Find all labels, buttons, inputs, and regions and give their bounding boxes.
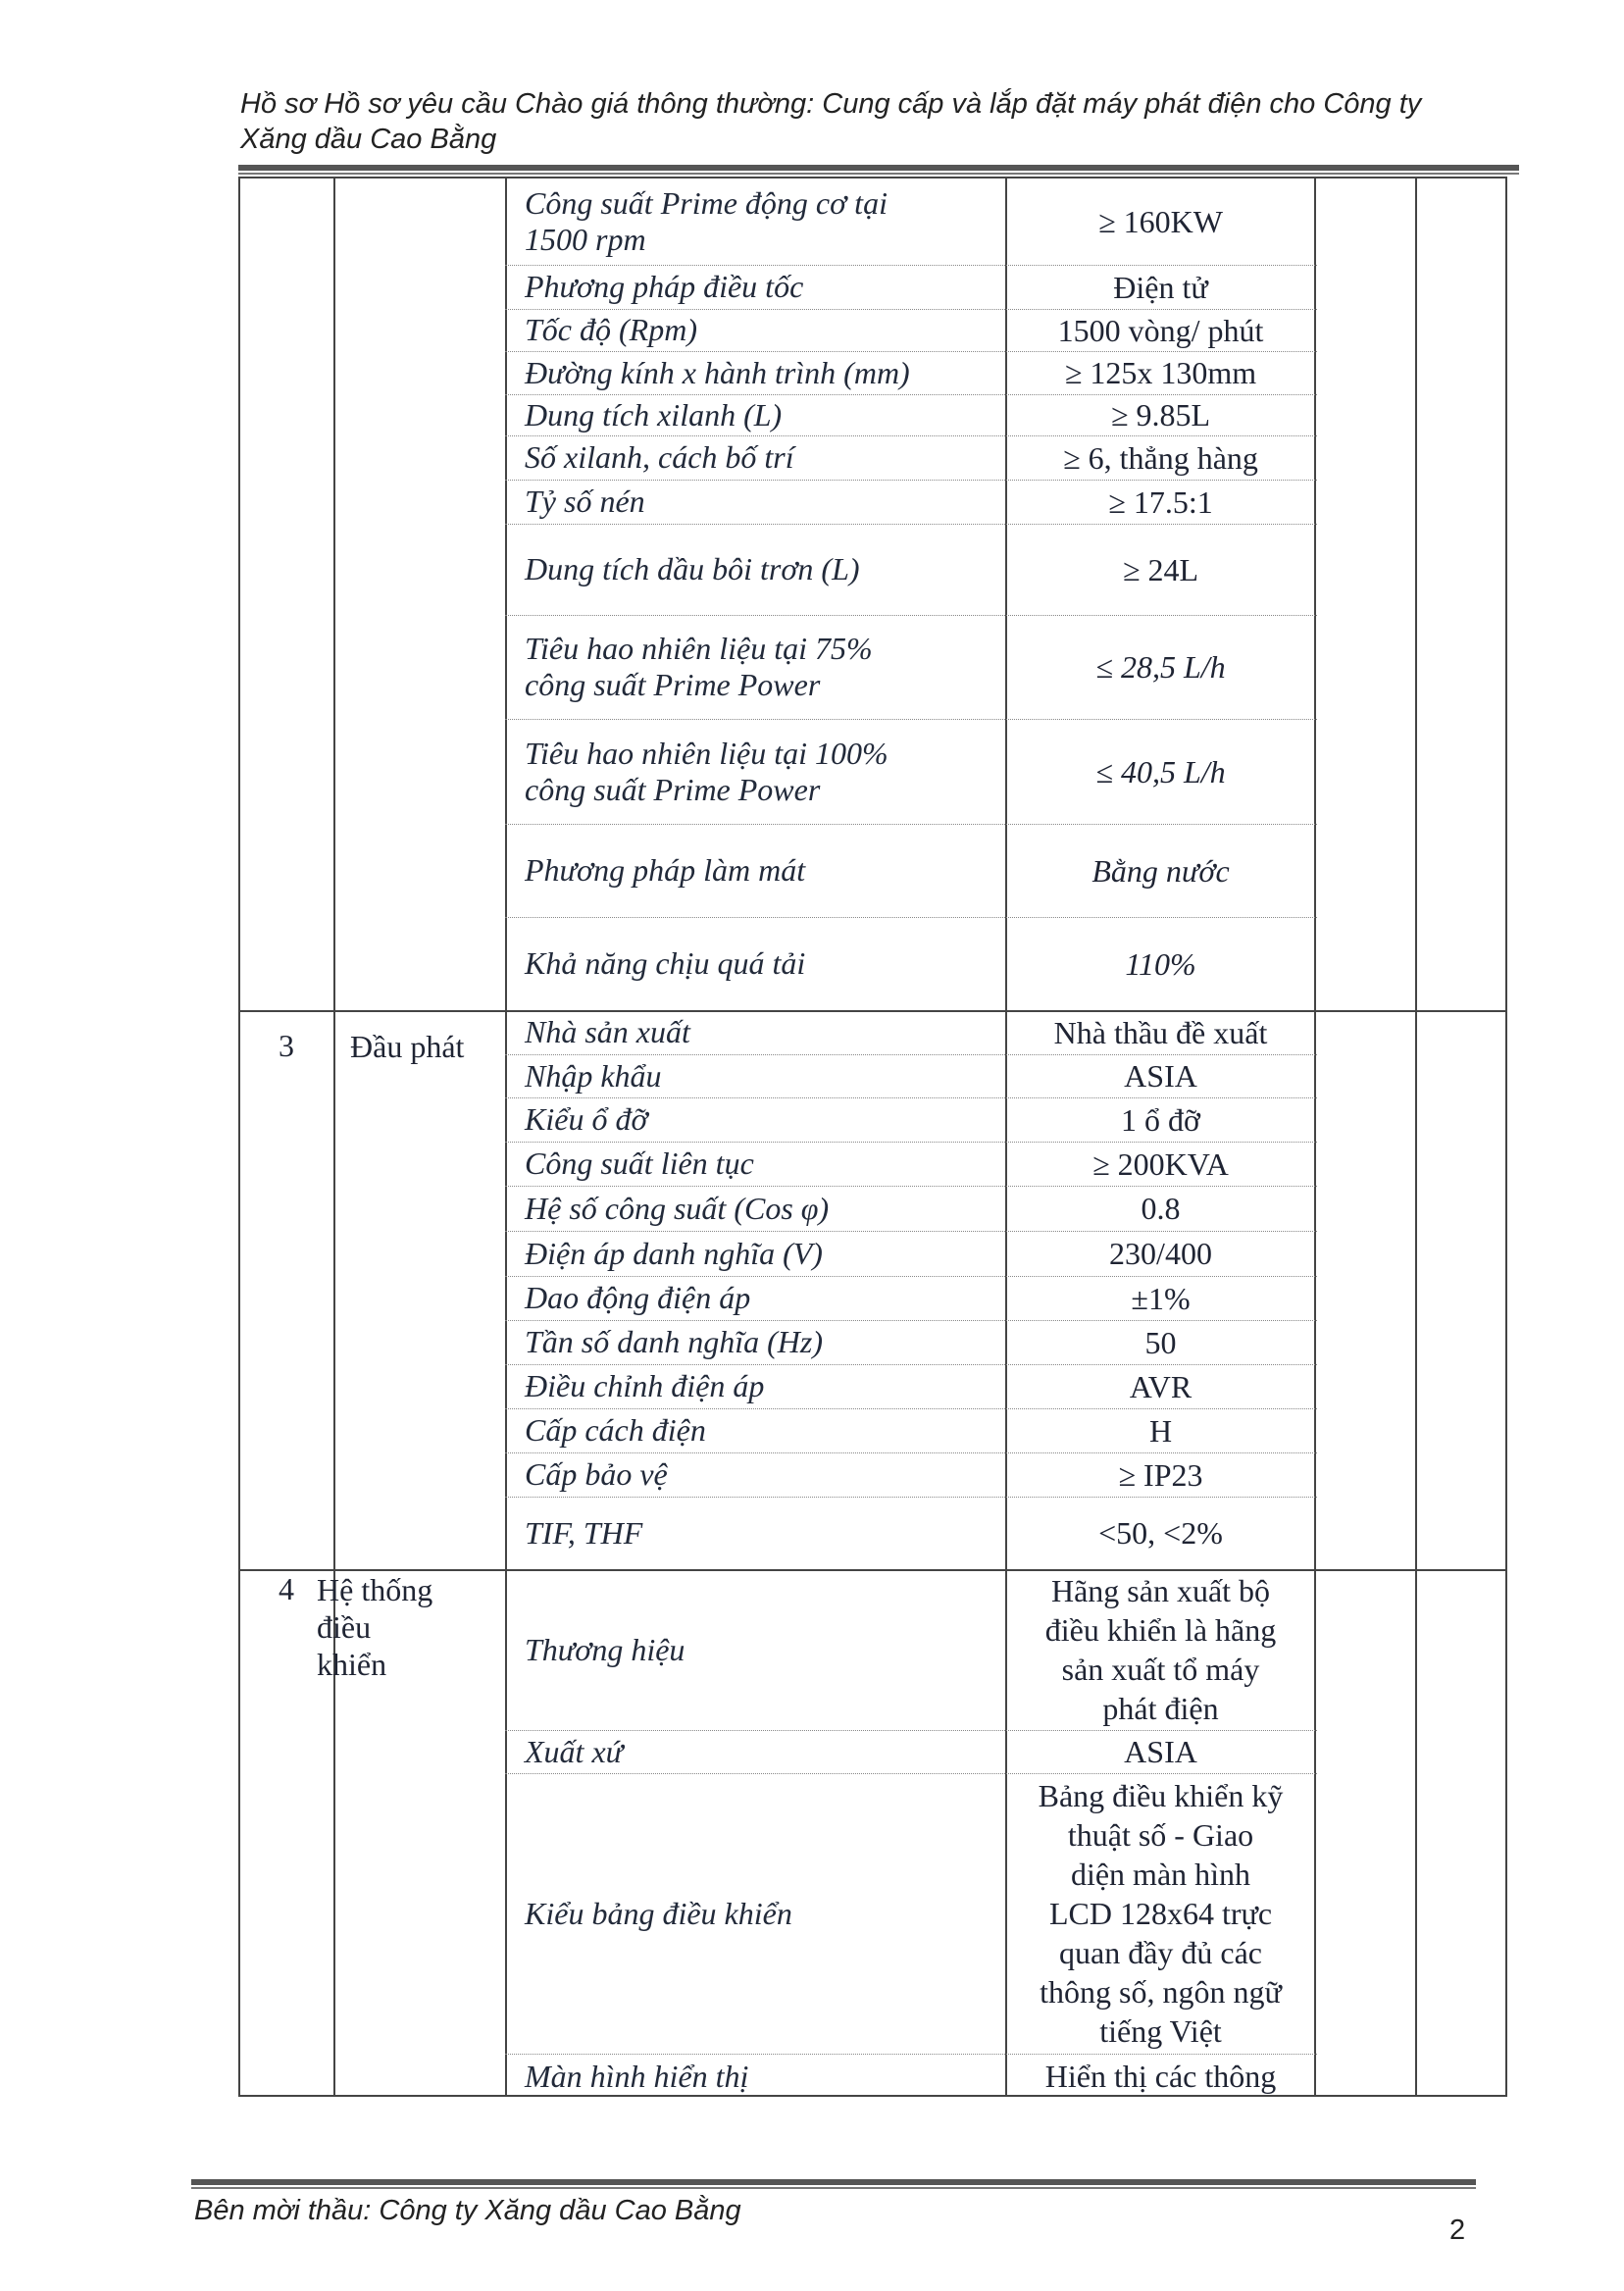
row-divider (505, 1364, 1317, 1365)
param-line: Cấp bảo vệ (525, 1456, 668, 1492)
value-cell (1007, 944, 1314, 984)
value-line: ≥ 200KVA (1092, 1146, 1229, 1182)
row-divider (505, 719, 1317, 720)
section-4-name-line: điều (317, 1609, 372, 1645)
value-cell (1007, 483, 1314, 522)
col-divider-name (505, 178, 507, 2095)
header-line-2: Xăng dầu Cao Bằng (240, 124, 497, 155)
value-cell (1007, 1571, 1314, 1728)
value-line: diện màn hình (1070, 1857, 1251, 1892)
param-line: Điều chỉnh điện áp (525, 1368, 765, 1403)
param-line: Dung tích xilanh (L) (525, 396, 783, 433)
value-cell (1007, 202, 1314, 241)
footer-text: Bên mời thầu: Công ty Xăng dầu Cao Bằng (194, 2195, 741, 2226)
row-divider (505, 824, 1317, 825)
value-line: quan đầy đủ các (1058, 1935, 1262, 1970)
value-line: ≥ IP23 (1118, 1456, 1203, 1493)
param-line: Thương hiệu (525, 1631, 685, 1667)
row-divider (505, 1097, 1317, 1098)
value-line: 110% (1125, 945, 1196, 982)
value-line: ≥ 125x 130mm (1064, 355, 1257, 390)
param-cell (525, 2059, 748, 2095)
page-number: 2 (1449, 2215, 1466, 2246)
value-line: thông số, ngôn ngữ (1040, 1974, 1282, 2010)
row-divider (505, 1408, 1317, 1409)
param-cell (525, 852, 805, 889)
param-cell (525, 1236, 823, 1272)
row-divider (505, 435, 1317, 436)
param-cell (525, 945, 805, 982)
value-cell (1007, 268, 1314, 307)
value-line: 50 (1144, 1324, 1177, 1360)
value-line: 0.8 (1141, 1191, 1181, 1226)
value-cell (1007, 550, 1314, 589)
value-line: LCD 128x64 trực (1048, 1896, 1273, 1931)
param-cell (525, 355, 910, 391)
section-divider-3 (240, 1010, 1505, 1012)
param-cell (525, 1014, 690, 1050)
value-cell (1007, 1013, 1314, 1052)
param-cell (525, 439, 794, 476)
param-cell (525, 1515, 642, 1552)
value-line: 1500 vòng/ phút (1057, 312, 1264, 348)
section-4-name-line: khiển (317, 1647, 387, 1682)
value-cell (1007, 1189, 1314, 1228)
value-line: 230/400 (1109, 1236, 1212, 1271)
value-line: ≥ 17.5:1 (1108, 484, 1213, 520)
section-3-number: 3 (279, 1028, 294, 1063)
col-divider-value (1314, 178, 1316, 2095)
value-line: ±1% (1131, 1280, 1191, 1316)
row-divider (505, 1320, 1317, 1321)
value-line: phát điện (1102, 1691, 1219, 1726)
param-cell (525, 185, 888, 258)
param-line: Phương pháp điều tốc (525, 269, 804, 304)
param-cell (525, 1896, 792, 1932)
param-cell (525, 551, 860, 587)
value-line: ≥ 9.85L (1110, 397, 1211, 433)
value-line: H (1148, 1412, 1173, 1449)
param-cell (525, 1280, 750, 1316)
value-cell (1007, 1323, 1314, 1362)
param-cell (525, 312, 697, 348)
footer-rule (191, 2179, 1476, 2189)
param-line: Kiểu bảng điều khiển (525, 1895, 792, 1931)
value-cell (1007, 851, 1314, 891)
value-line: ≤ 28,5 L/h (1095, 649, 1226, 685)
header-rule (238, 165, 1519, 175)
param-line: Xuất xứ (525, 1733, 624, 1769)
param-cell (525, 1146, 754, 1182)
param-cell (525, 1191, 829, 1227)
col-divider-note (1415, 178, 1417, 2095)
value-line: ≥ 24L (1122, 551, 1199, 587)
row-divider (505, 1730, 1317, 1731)
param-line: Dao động điện áp (525, 1280, 751, 1315)
row-divider (505, 615, 1317, 616)
param-line: Tiêu hao nhiên liệu tại 100% (525, 735, 888, 771)
row-divider (505, 1276, 1317, 1277)
value-line: 1 ổ đỡ (1121, 1101, 1200, 1138)
row-divider (505, 1773, 1317, 1774)
value-cell (1007, 647, 1314, 687)
value-cell (1007, 1145, 1314, 1184)
param-cell (525, 1734, 623, 1770)
param-cell (525, 1324, 823, 1360)
param-cell (525, 736, 888, 808)
value-line: sản xuất tổ máy (1061, 1652, 1260, 1687)
value-cell (1007, 1411, 1314, 1451)
value-cell (1007, 1100, 1314, 1140)
row-divider (505, 524, 1317, 525)
value-cell (1007, 353, 1314, 392)
param-line: 1500 rpm (525, 222, 646, 257)
param-cell (525, 269, 803, 305)
value-line: ASIA (1124, 1734, 1197, 1769)
param-cell (525, 1632, 685, 1668)
param-line: Cấp cách điện (525, 1412, 706, 1448)
param-line: Điện áp danh nghĩa (V) (525, 1235, 823, 1271)
value-cell (1007, 311, 1314, 350)
param-line: công suất Prime Power (525, 667, 821, 702)
param-line: Dung tích dầu bôi trơn (L) (525, 551, 860, 586)
param-cell (525, 1368, 764, 1404)
param-line: Công suất liên tục (525, 1146, 754, 1181)
value-line: Điện tử (1113, 269, 1208, 305)
value-cell (1007, 752, 1314, 791)
param-line: Khả năng chịu quá tải (525, 945, 806, 981)
value-line: ASIA (1124, 1058, 1197, 1094)
value-cell (1007, 438, 1314, 478)
value-line: thuật số - Giao (1067, 1817, 1254, 1853)
value-cell (1007, 1279, 1314, 1318)
param-line: Nhập khẩu (525, 1057, 662, 1094)
value-line: Hiển thị các thông (1044, 2059, 1277, 2094)
value-cell (1007, 2057, 1314, 2096)
row-divider (505, 351, 1317, 352)
param-line: Phương pháp làm mát (525, 852, 806, 888)
value-line: ≤ 40,5 L/h (1095, 753, 1226, 789)
value-line: ≥ 160KW (1098, 204, 1223, 239)
param-line: TIF, THF (525, 1514, 643, 1551)
row-divider (505, 1142, 1317, 1143)
param-cell (525, 1456, 668, 1493)
value-cell (1007, 395, 1314, 434)
value-line: Hãng sản xuất bộ (1050, 1573, 1271, 1608)
param-line: Tốc độ (Rpm) (525, 312, 697, 347)
value-line: <50, <2% (1098, 1515, 1223, 1551)
value-line: ≥ 6, thẳng hàng (1063, 439, 1258, 476)
value-cell (1007, 1455, 1314, 1495)
param-cell (525, 1101, 648, 1138)
section-3-name: Đầu phát (350, 1029, 465, 1064)
param-cell (525, 484, 645, 520)
row-divider (505, 1231, 1317, 1232)
value-line: điều khiển là hãng (1044, 1612, 1277, 1648)
value-line: Bằng nước (1091, 852, 1230, 889)
value-cell (1007, 1056, 1314, 1095)
param-line: Hệ số công suất (Cos φ) (525, 1190, 830, 1226)
param-line: Đường kính x hành trình (mm) (525, 354, 910, 390)
col-divider-num (333, 178, 335, 2095)
value-line: Nhà thầu đề xuất (1053, 1014, 1268, 1050)
value-cell (1007, 1513, 1314, 1553)
param-line: Kiểu ổ đỡ (525, 1101, 648, 1137)
row-divider (505, 1497, 1317, 1498)
param-line: Tỷ số nén (525, 484, 645, 519)
param-line: Công suất Prime động cơ tại (525, 185, 888, 221)
value-cell (1007, 1234, 1314, 1273)
row-divider (505, 2054, 1317, 2055)
param-line: Màn hình hiển thị (525, 2058, 749, 2094)
value-cell (1007, 1367, 1314, 1406)
section-4-number: 4 (279, 1571, 294, 1606)
page-header (240, 86, 1535, 157)
section-4-name-line: Hệ thống (317, 1572, 433, 1607)
param-line: Tiêu hao nhiên liệu tại 75% (525, 631, 873, 666)
row-divider (505, 1452, 1317, 1453)
param-line: công suất Prime Power (525, 771, 821, 807)
param-cell (525, 1058, 662, 1095)
value-line: Bảng điều khiển kỹ (1038, 1778, 1284, 1813)
param-cell (525, 631, 873, 703)
value-line: AVR (1129, 1368, 1193, 1404)
param-line: Nhà sản xuất (525, 1014, 690, 1049)
value-cell (1007, 1776, 1314, 2051)
value-line: tiếng Việt (1099, 2013, 1222, 2049)
row-divider (505, 480, 1317, 481)
param-line: Tần số danh nghĩa (Hz) (525, 1324, 824, 1359)
param-cell (525, 397, 782, 433)
spec-table (238, 177, 1507, 2097)
section-4-name (317, 1571, 474, 1683)
row-divider (505, 1186, 1317, 1187)
row-divider (505, 1054, 1317, 1055)
param-cell (525, 1412, 706, 1449)
param-line: Số xilanh, cách bố trí (525, 439, 794, 475)
value-cell (1007, 1732, 1314, 1771)
row-divider (505, 265, 1317, 266)
row-divider (505, 917, 1317, 918)
header-line-1: Hồ sơ Hồ sơ yêu cầu Chào giá thông thường: Cung cấp và lắp đặt máy phát điện cho Công ty (240, 88, 1422, 120)
